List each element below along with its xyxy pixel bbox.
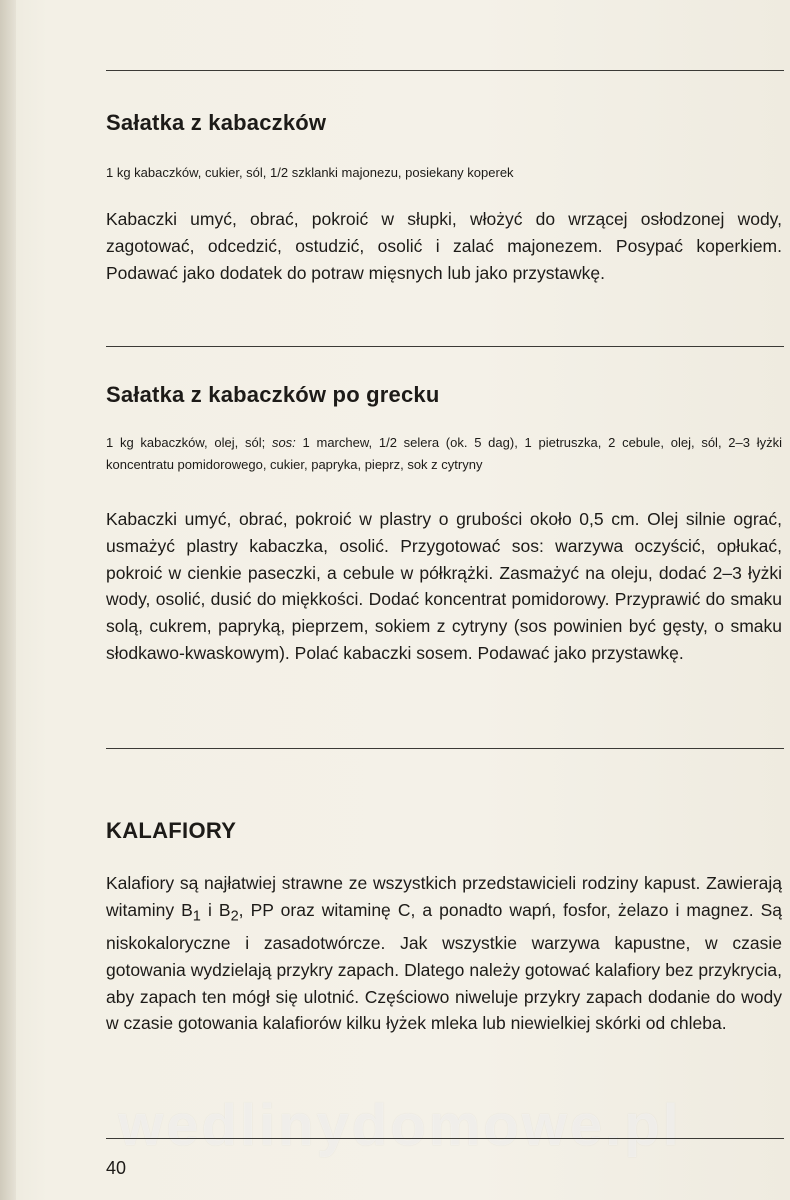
page-edge-shadow	[0, 0, 16, 1200]
intro-text: , PP oraz witaminę C, a ponadto wapń, fosfor, żelazo i magnez. Są niskokaloryczne i zasadotwórcze. Jak wszystkie warzywa kapustne, w czasie gotowania wydzielają przykry zapach. Dlatego należy gotować kalafiory bez przykrycia, aby zapach ten mógł się ulotnić. Częściowo niweluje przykry zapach dodanie do wody w czasie gotowania kalafiorów kilku łyżek mleka lub niewielkiej skórki od chleba.	[106, 899, 783, 1034]
divider-rule	[106, 346, 784, 347]
recipe-title: Sałatka z kabaczków po grecku	[106, 382, 440, 407]
recipe-title: Sałatka z kabaczków	[106, 110, 327, 135]
divider-rule	[106, 748, 784, 749]
recipe-ingredients	[106, 432, 782, 476]
recipe-ingredients: 1 kg kabaczków, cukier, sól, 1/2 szklanki majonezu, posiekany koperek	[106, 165, 514, 180]
recipe-instructions: Kabaczki umyć, obrać, pokroić w plastry o grubości około 0,5 cm. Olej silnie ograć, usmażyć plastry kabaczka, osolić. Przygotować sos: warzywa oczyścić, opłukać, pokroić w cienkie paseczki, a cebule w półkrążki. Zasmażyć na oleju, dodać 2–3 łyżki wody, osolić, dusić do miękkości. Dodać koncentrat pomidorowy. Przyprawić do smaku solą, cukrem, papryką, pieprzem, sokiem z cytryny (sos powinien być gęsty, o smaku słodkawo-kwaskowym). Polać kabaczki sosem. Podawać jako przystawkę.	[106, 509, 782, 663]
subscript: 2	[230, 908, 239, 925]
ingredients-text: 1 marchew, 1/2 selera (ok. 5 dag), 1 pietruszka, 2 cebule, olej, sól, 2–3 łyżki koncentratu pomidorowego, cukier, papryka, pieprz, sok z cytryny	[106, 435, 782, 472]
recipe-instructions: Kabaczki umyć, obrać, pokroić w słupki, włożyć do wrzącej osłodzonej wody, zagotować, odcedzić, ostudzić, osolić i zalać majonezem. Posypać koperkiem. Podawać jako dodatek do potraw mięsnych lub jako przystawkę.	[106, 209, 782, 283]
divider-rule	[106, 70, 784, 71]
section-intro	[106, 870, 782, 1037]
subscript: 1	[192, 908, 201, 925]
section-title: KALAFIORY	[106, 818, 237, 843]
intro-text: Kalafiory są najłatwiej strawne ze wszystkich przedstawicieli rodziny kapust. Zawierają witaminy B	[106, 873, 782, 920]
intro-text: i B	[200, 899, 231, 920]
ingredients-text: 1 kg kabaczków, olej, sól;	[106, 435, 272, 450]
page-number: 40	[106, 1158, 127, 1178]
watermark: wedlinydomowe.pl	[118, 1093, 682, 1158]
sauce-label: sos:	[271, 435, 296, 450]
divider-rule	[106, 1138, 784, 1139]
